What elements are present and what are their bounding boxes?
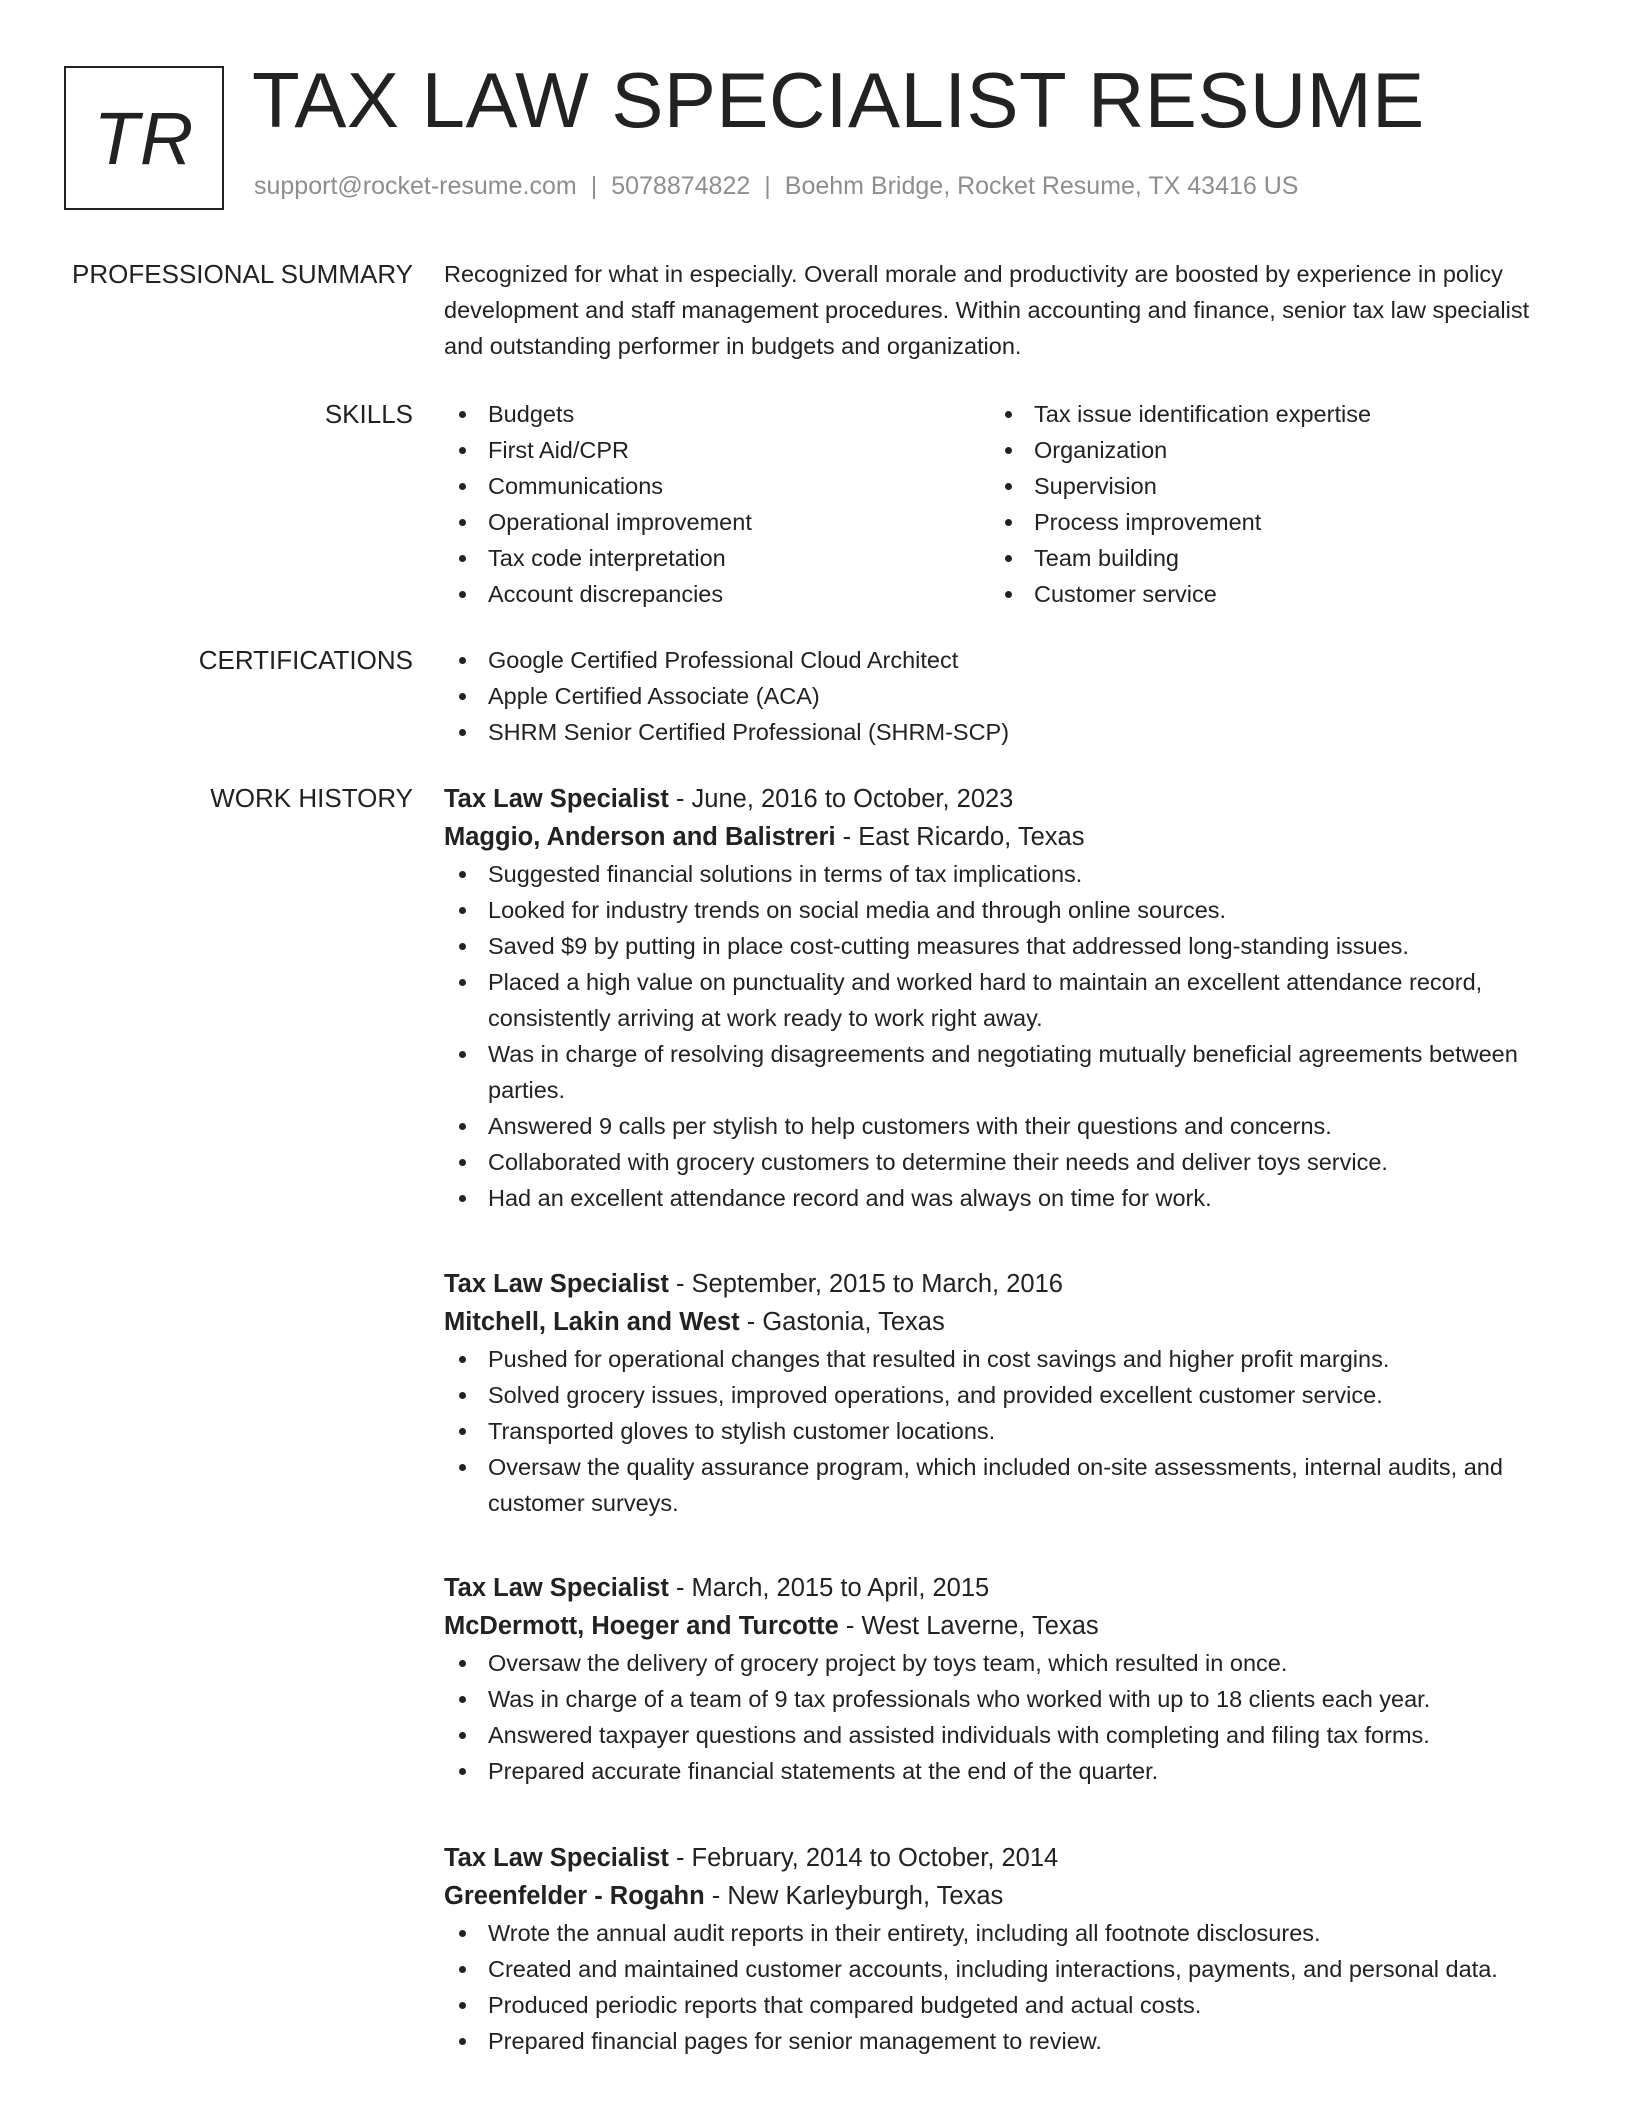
skill-item: Communications <box>444 468 990 504</box>
job-dates: - February, 2014 to October, 2014 <box>668 1844 1059 1872</box>
job-bullet: Transported gloves to stylish customer locations. <box>444 1413 1574 1449</box>
job-title: Tax Law Specialist <box>444 1574 669 1602</box>
certification-item: SHRM Senior Certified Professional (SHRM-SCP) <box>444 714 1574 750</box>
job-bullet: Suggested financial solutions in terms of tax implications. <box>444 856 1574 892</box>
job-location: - Gastonia, Texas <box>739 1308 945 1336</box>
contact-separator: | <box>590 172 598 200</box>
resume-title: TAX LAW SPECIALIST RESUME <box>252 56 1425 144</box>
summary-text: Recognized for what in especially. Overall morale and productivity are boosted by experience in policy development and staff management procedures. Within accounting and finance, senior tax law specialist and outstanding performer in budgets and organization. <box>444 261 1530 359</box>
certifications-heading: CERTIFICATIONS <box>198 645 413 675</box>
job-bullets <box>444 1915 1574 2059</box>
job-company: Mitchell, Lakin and West <box>444 1308 740 1336</box>
job-bullet: Pushed for operational changes that resulted in cost savings and higher profit margins. <box>444 1341 1574 1377</box>
job-bullets <box>444 856 1574 1216</box>
job-bullet: Solved grocery issues, improved operations, and provided excellent customer service. <box>444 1377 1574 1413</box>
job-bullet: Prepared accurate financial statements at the end of the quarter. <box>444 1753 1574 1789</box>
job-dates: - March, 2015 to April, 2015 <box>668 1574 990 1602</box>
skills-heading: SKILLS <box>324 399 413 429</box>
job-bullet: Had an excellent attendance record and was always on time for work. <box>444 1180 1574 1216</box>
job-company-line <box>444 1303 1574 1341</box>
contact-phone[interactable]: 5078874822 <box>611 172 751 200</box>
work-history-heading: WORK HISTORY <box>210 783 413 813</box>
skill-item: First Aid/CPR <box>444 432 990 468</box>
job-bullet: Created and maintained customer accounts, including interactions, payments, and personal data. <box>444 1951 1574 1987</box>
certification-item: Google Certified Professional Cloud Architect <box>444 642 1574 678</box>
job-bullet: Answered 9 calls per stylish to help customers with their questions and concerns. <box>444 1108 1574 1144</box>
job-title-line <box>444 1265 1574 1303</box>
job-company: Greenfelder - Rogahn <box>444 1882 705 1910</box>
certifications-body <box>444 642 1574 750</box>
job-company: Maggio, Anderson and Balistreri <box>444 823 836 851</box>
skill-item: Organization <box>990 432 1536 468</box>
job-title: Tax Law Specialist <box>444 1844 669 1872</box>
job-bullet: Oversaw the quality assurance program, which included on-site assessments, internal audits, and customer surveys. <box>444 1449 1574 1521</box>
job-dates: - June, 2016 to October, 2023 <box>668 785 1014 813</box>
monogram-badge: TR <box>64 66 224 210</box>
skill-item: Budgets <box>444 396 990 432</box>
skill-item: Tax issue identification expertise <box>990 396 1536 432</box>
job-bullet: Looked for industry trends on social media and through online sources. <box>444 892 1574 928</box>
job-body <box>444 1839 1574 2059</box>
job-company-line <box>444 1877 1574 1915</box>
skill-item: Customer service <box>990 576 1536 612</box>
certifications-list <box>444 642 1574 750</box>
skill-item: Process improvement <box>990 504 1536 540</box>
job-title-line <box>444 780 1574 818</box>
job-bullet: Oversaw the delivery of grocery project by toys team, which resulted in once. <box>444 1645 1574 1681</box>
skill-item: Supervision <box>990 468 1536 504</box>
job-company-line <box>444 818 1574 856</box>
job-bullet: Placed a high value on punctuality and worked hard to maintain an excellent attendance record, consistently arriving at work ready to work right away. <box>444 964 1574 1036</box>
job-company: McDermott, Hoeger and Turcotte <box>444 1612 839 1640</box>
job-title-line <box>444 1839 1574 1877</box>
job-dates: - September, 2015 to March, 2016 <box>668 1270 1063 1298</box>
summary-heading: PROFESSIONAL SUMMARY <box>72 259 413 289</box>
contact-line <box>254 172 1298 201</box>
skills-grid <box>444 396 1574 612</box>
job-bullets <box>444 1645 1574 1789</box>
contact-address: Boehm Bridge, Rocket Resume, TX 43416 US <box>784 172 1299 200</box>
job-location: - West Laverne, Texas <box>838 1612 1099 1640</box>
skill-item: Account discrepancies <box>444 576 990 612</box>
skill-item: Team building <box>990 540 1536 576</box>
job-bullets <box>444 1341 1574 1521</box>
job-title: Tax Law Specialist <box>444 785 669 813</box>
job-bullet: Wrote the annual audit reports in their entirety, including all footnote disclosures. <box>444 1915 1574 1951</box>
job-bullet: Was in charge of a team of 9 tax professionals who worked with up to 18 clients each year. <box>444 1681 1574 1717</box>
job-body <box>444 1265 1574 1521</box>
skills-list-left <box>444 396 990 612</box>
contact-email[interactable]: support@rocket-resume.com <box>254 172 577 200</box>
job-bullet: Was in charge of resolving disagreements and negotiating mutually beneficial agreements between parties. <box>444 1036 1574 1108</box>
contact-separator: | <box>764 172 771 200</box>
skill-item: Operational improvement <box>444 504 990 540</box>
job-location: - East Ricardo, Texas <box>835 823 1085 851</box>
job-bullet: Prepared financial pages for senior management to review. <box>444 2023 1574 2059</box>
job-bullet: Produced periodic reports that compared budgeted and actual costs. <box>444 1987 1574 2023</box>
job-body <box>444 1569 1574 1789</box>
skill-item: Tax code interpretation <box>444 540 990 576</box>
job-title-line <box>444 1569 1574 1607</box>
certification-item: Apple Certified Associate (ACA) <box>444 678 1574 714</box>
job-title: Tax Law Specialist <box>444 1270 669 1298</box>
job-bullet: Answered taxpayer questions and assisted individuals with completing and filing tax forms. <box>444 1717 1574 1753</box>
job-bullet: Collaborated with grocery customers to determine their needs and deliver toys service. <box>444 1144 1574 1180</box>
job-bullet: Saved $9 by putting in place cost-cutting measures that addressed long-standing issues. <box>444 928 1574 964</box>
job-body <box>444 780 1574 1216</box>
skills-list-right <box>990 396 1536 612</box>
skills-body <box>444 396 1574 612</box>
job-location: - New Karleyburgh, Texas <box>704 1882 1004 1910</box>
job-company-line <box>444 1607 1574 1645</box>
